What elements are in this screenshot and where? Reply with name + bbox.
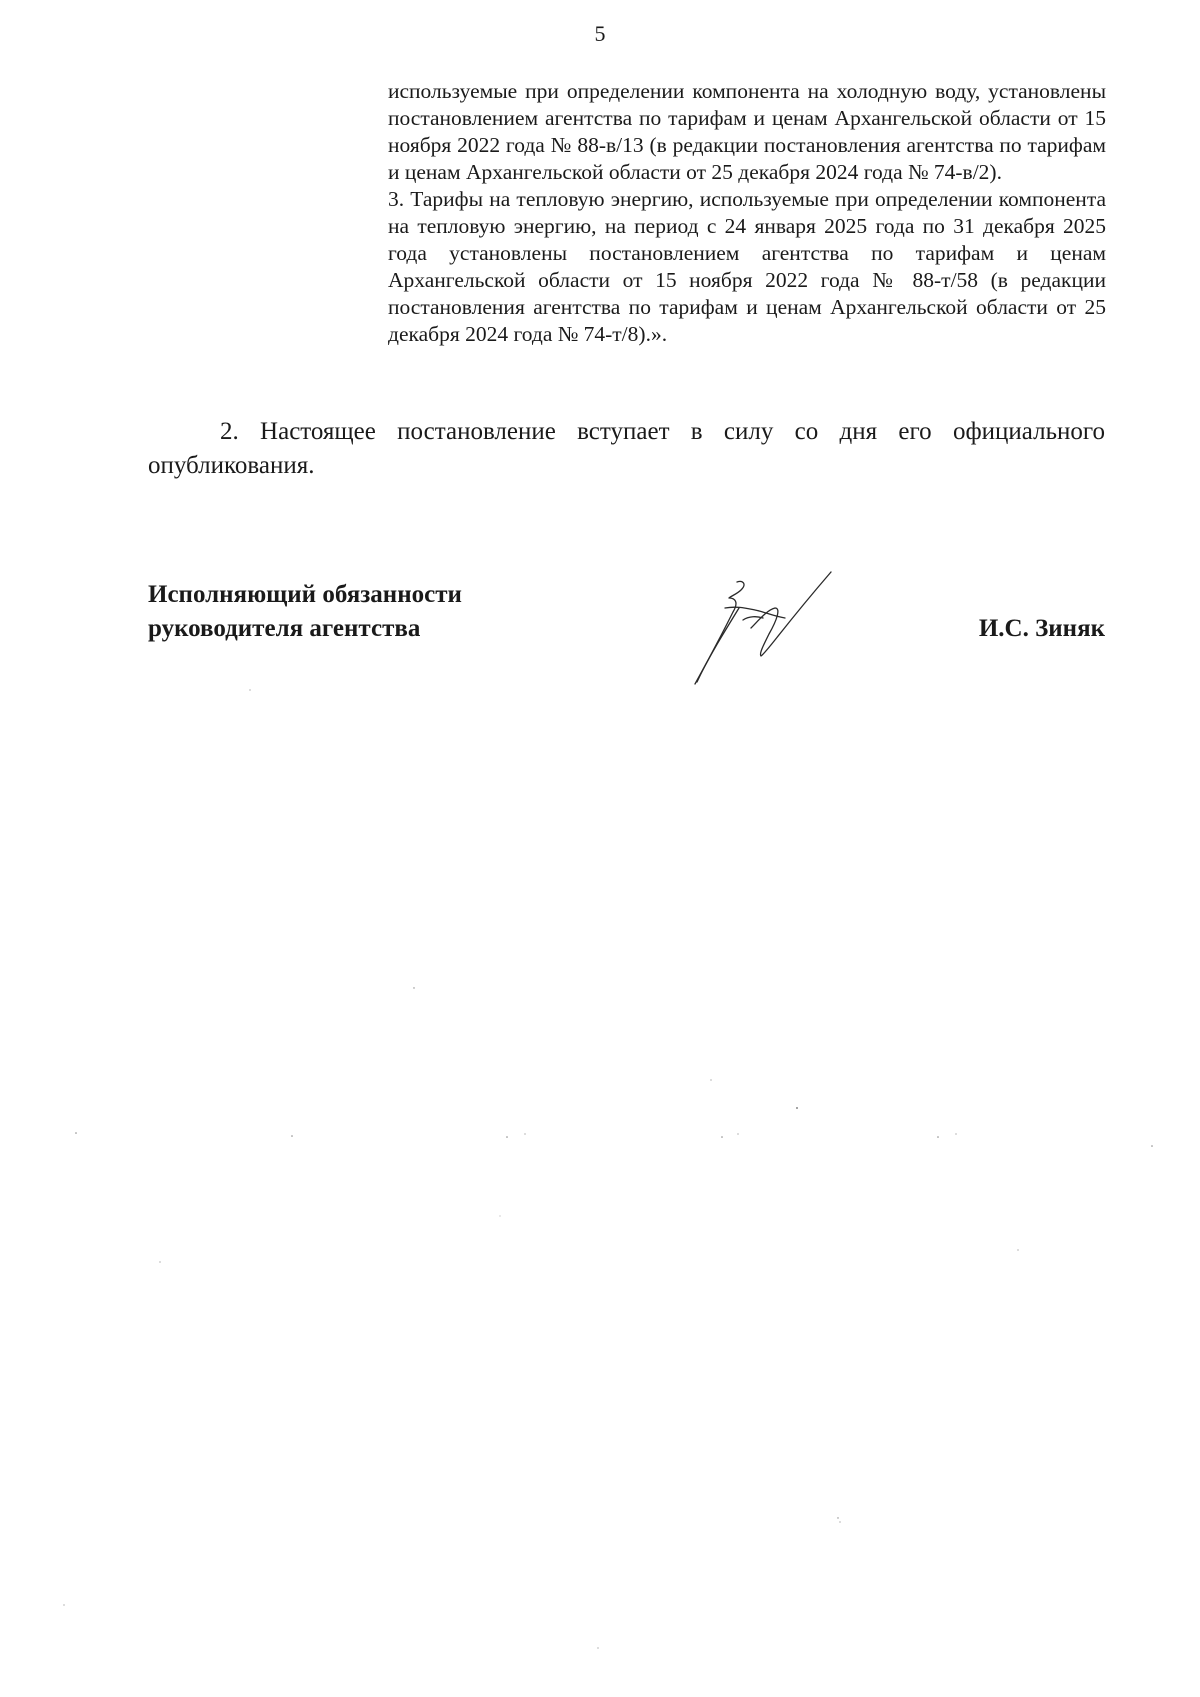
annex-line: установлены постановлением агентства по тарифам и ценам	[388, 79, 1107, 130]
annex-line: по 31 декабря 2025 года установлены постановлением агентства	[388, 214, 1107, 265]
annex-paragraph-heat-energy	[388, 186, 1106, 348]
clause-2-text: 2. Настоящее постановление вступает в силу со дня его официального опубликования.	[148, 418, 1105, 479]
signatory-position	[148, 578, 568, 646]
annex-line: 3. Тарифы на тепловую энергию, используемые при определении	[388, 187, 993, 211]
annex-line: Архангельской области от 25 декабря 2024 года № 74-в/2).	[465, 160, 1002, 184]
annex-paragraph-cold-water	[388, 78, 1106, 186]
page-number: 5	[594, 21, 606, 46]
clause-2-block	[148, 415, 1105, 483]
annex-line: Архангельской области от 25 декабря 2024 года № 74-т/8).».	[388, 295, 1106, 346]
annex-text-block	[388, 78, 1106, 348]
signatory-position-line-1: Исполняющий обязанности	[148, 581, 462, 608]
handwritten-signature-icon	[685, 568, 835, 688]
annex-line: по тарифам и ценам Архангельской области от 15 ноября 2022 года	[388, 241, 1106, 292]
annex-line: компонента на тепловую энергию, на период с 24 января 2025 года	[388, 187, 1107, 238]
annex-line: используемые при определении компонента на холодную воду,	[388, 79, 981, 103]
annex-line: (в редакции постановления агентства по тарифам и ценам	[388, 133, 1107, 184]
annex-line: Архангельской области от 15 ноября 2022 года № 88-в/13	[388, 106, 1106, 157]
annex-line: № 88-т/58 (в редакции постановления агентства по тарифам и ценам	[388, 268, 1107, 319]
signatory-name: И.С. Зиняк	[978, 615, 1105, 642]
signatory-position-line-2: руководителя агентства	[148, 615, 421, 642]
signature-block	[148, 578, 1105, 688]
